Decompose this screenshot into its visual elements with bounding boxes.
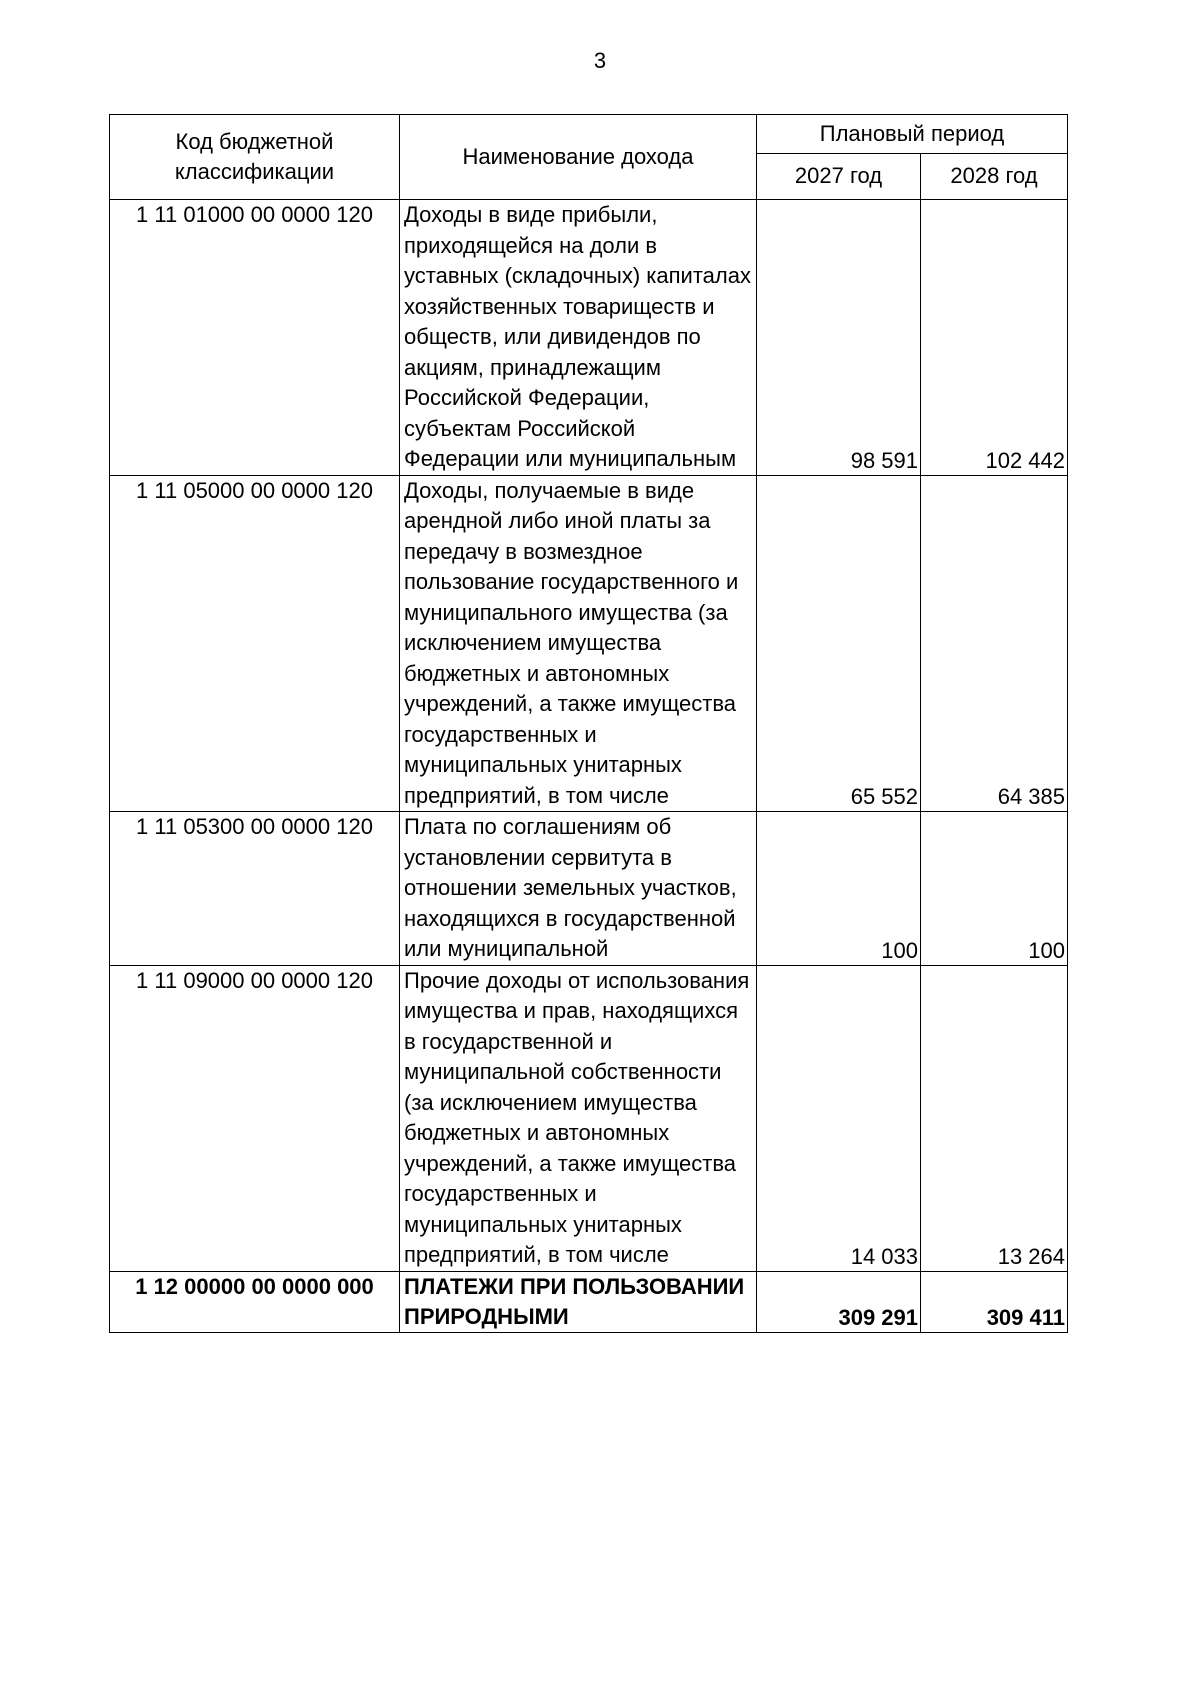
row-code: 1 11 05300 00 0000 120 <box>110 812 400 966</box>
row-name: ПЛАТЕЖИ ПРИ ПОЛЬЗОВАНИИ ПРИРОДНЫМИ <box>400 1271 757 1332</box>
table-row <box>110 965 1068 1271</box>
row-value-2027: 98 591 <box>757 200 921 476</box>
row-name: Доходы в виде прибыли, приходящейся на доли в уставных (складочных) капиталах хозяйственных товариществ и обществ, или дивидендов по акциям, принадлежащим Российской Федерации, субъектам Российской Федерации или муниципальным <box>400 200 757 476</box>
row-value-2028: 100 <box>921 812 1068 966</box>
header-code: Код бюджетной классификации <box>110 115 400 200</box>
table-header-row <box>110 115 1068 154</box>
row-value-2027: 309 291 <box>757 1271 921 1332</box>
row-value-2027: 100 <box>757 812 921 966</box>
budget-table <box>109 114 1068 1333</box>
header-year-2027: 2027 год <box>757 154 921 200</box>
row-name: Прочие доходы от использования имущества и прав, находящихся в государственной и муниципальной собственности (за исключением имущества бюджетных и автономных учреждений, а также имущества государственных и муниципальных унитарных предприятий, в том числе <box>400 965 757 1271</box>
row-name: Доходы, получаемые в виде арендной либо иной платы за передачу в возмездное пользование государственного и муниципального имущества (за исключением имущества бюджетных и автономных учреждений, а также имущества государственных и муниципальных унитарных предприятий, в том числе <box>400 475 757 812</box>
row-value-2027: 65 552 <box>757 475 921 812</box>
row-value-2028: 102 442 <box>921 200 1068 476</box>
header-planning-period: Плановый период <box>757 115 1068 154</box>
table-row <box>110 812 1068 966</box>
row-value-2027: 14 033 <box>757 965 921 1271</box>
row-code: 1 11 05000 00 0000 120 <box>110 475 400 812</box>
row-name: Плата по соглашениям об установлении сервитута в отношении земельных участков, находящихся в государственной или муниципальной <box>400 812 757 966</box>
table-row <box>110 475 1068 812</box>
row-value-2028: 64 385 <box>921 475 1068 812</box>
row-value-2028: 13 264 <box>921 965 1068 1271</box>
row-value-2028: 309 411 <box>921 1271 1068 1332</box>
table-row <box>110 200 1068 476</box>
table-row-total <box>110 1271 1068 1332</box>
row-code: 1 12 00000 00 0000 000 <box>110 1271 400 1332</box>
header-name: Наименование дохода <box>400 115 757 200</box>
row-code: 1 11 09000 00 0000 120 <box>110 965 400 1271</box>
header-year-2028: 2028 год <box>921 154 1068 200</box>
page-number: 3 <box>593 48 607 73</box>
row-code: 1 11 01000 00 0000 120 <box>110 200 400 476</box>
